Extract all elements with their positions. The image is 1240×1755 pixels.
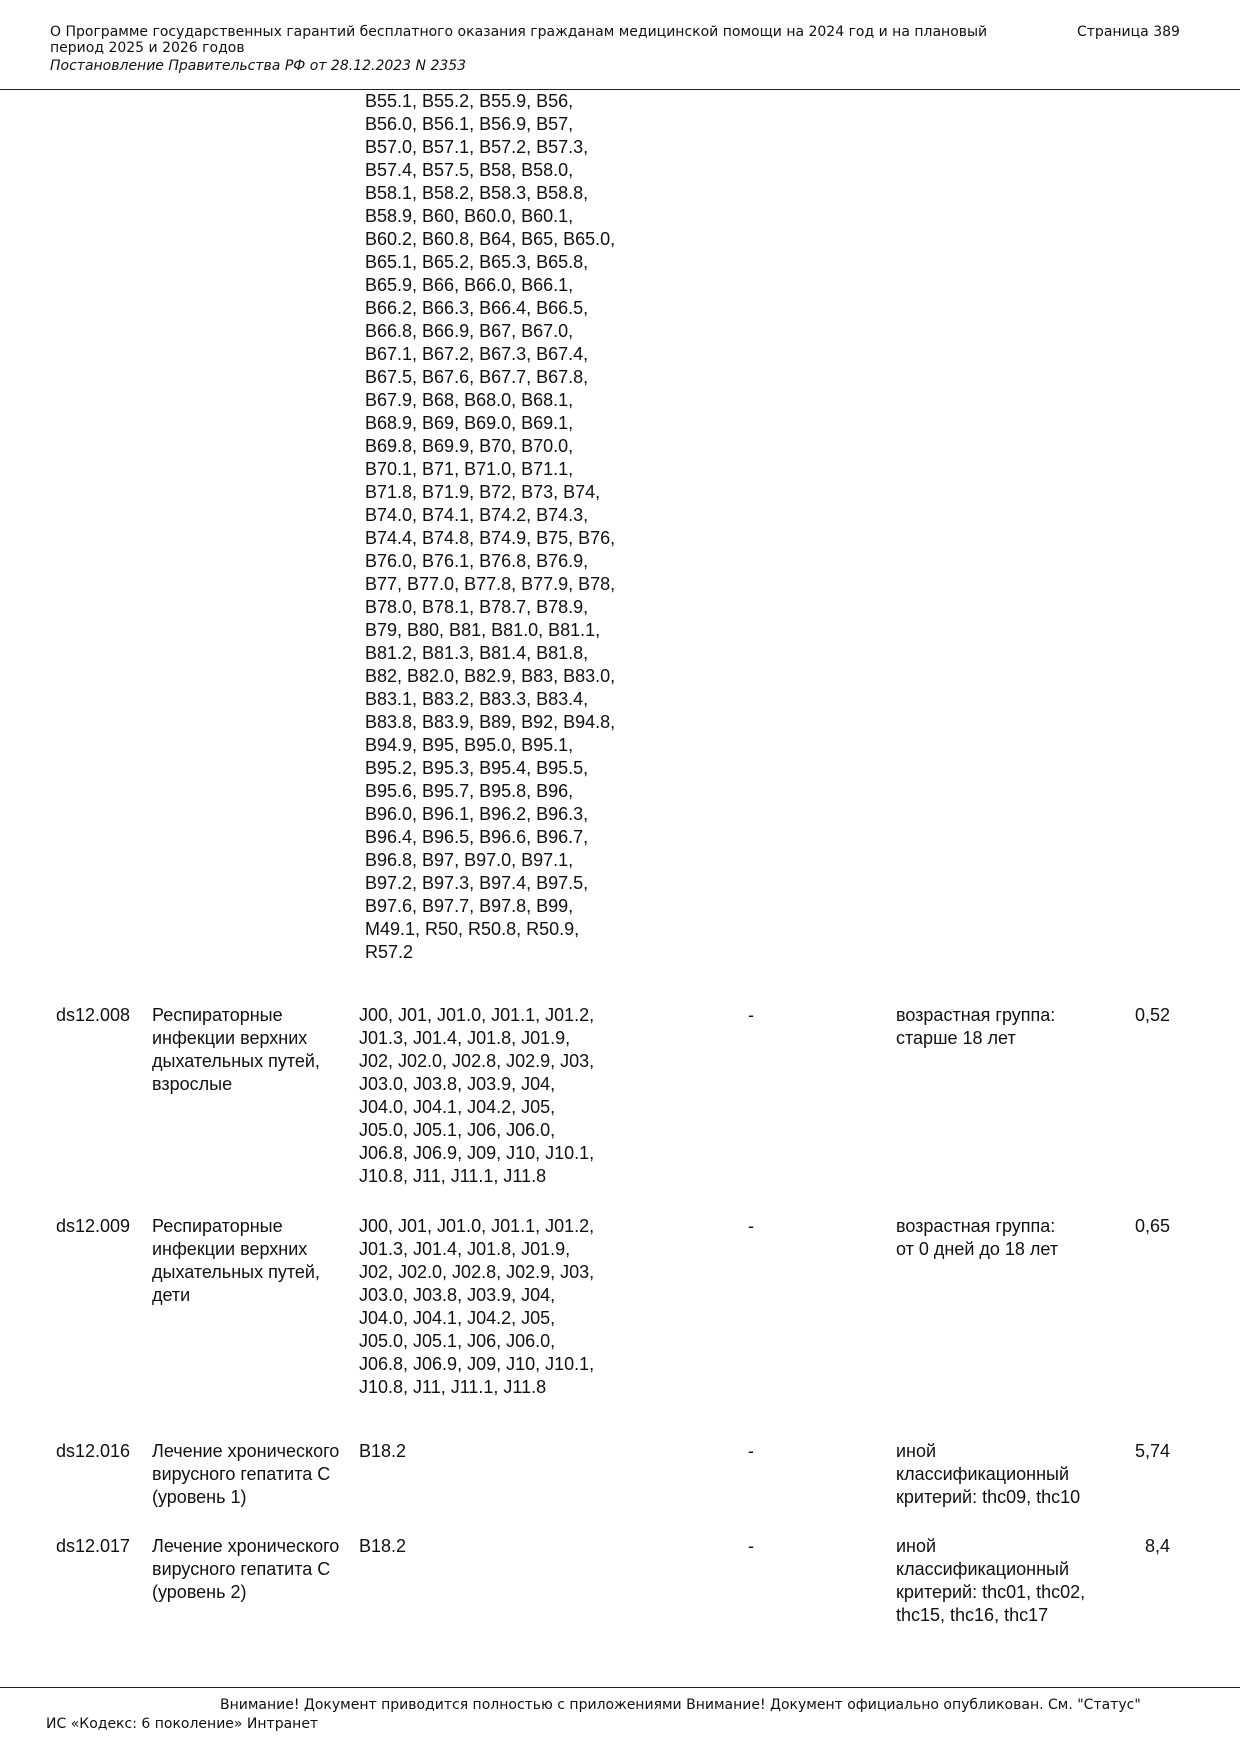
continued-icd-codes: B55.1, B55.2, B55.9, B56, B56.0, B56.1, B56.9, B57, B57.0, B57.1, B57.2, B57.3, B57.4, B57.5, B58, B58.0, B58.1, B58.2, B58.3, B58.8, B58.9, B60, B60.0, B60.1, B60.2, B60.8, B64, B65, B65.0, B65.1, B65.2, B65.3, B65.8, B65.9, B66, B66.0, B66.1, B66.2, B66.3, B66.4, B66.5, B66.8, B66.9, B67, B67.0, B67.1, B67.2, B67.3, B67.4, B67.5, B67.6, B67.7, B67.8, B67.9, B68, B68.0, B68.1, B68.9, B69, B69.0, B69.1, B69.8, B69.9, B70, B70.0, B70.1, B71, B71.0, B71.1, B71.8, B71.9, B72, B73, B74, B74.0, B74.1, B74.2, B74.3, B74.4, B74.8, B74.9, B75, B76, B76.0, B76.1, B76.8, B76.9, B77, B77.0, B77.8, B77.9, B78, B78.0, B78.1, B78.7, B78.9, B79, B80, B81, B81.0, B81.1, B81.2, B81.3, B81.4, B81.8, B82, B82.0, B82.9, B83, B83.0, B83.1, B83.2, B83.3, B83.4, B83.8, B83.9, B89, B92, B94.8, B94.9, B95, B95.0, B95.1, B95.2, B95.3, B95.4, B95.5, B95.6, B95.7, B95.8, B96, B96.0, B96.1, B96.2, B96.3, B96.4, B96.5, B96.6, B96.7, B96.8, B97, B97.0, B97.1, B97.2, B97.3, B97.4, B97.5, B97.6, B97.7, B97.8, B99, M49.1, R50, R50.8, R50.9, R57.2 [365, 91, 616, 962]
page-number: Страница 389 [1077, 24, 1180, 40]
row-service: - [748, 1216, 754, 1236]
row-service: - [748, 1005, 754, 1025]
document-subtitle: Постановление Правительства РФ от 28.12.2023 N 2353 [50, 58, 467, 74]
row-service: - [748, 1536, 754, 1556]
row-name: Респираторные инфекции верхних дыхательных путей, дети [152, 1216, 320, 1305]
row-criterion: возрастная группа: старше 18 лет [896, 1005, 1056, 1048]
row-icd-codes: B18.2 [359, 1441, 407, 1461]
row-icd-codes: J00, J01, J01.0, J01.1, J01.2, J01.3, J01.4, J01.8, J01.9, J02, J02.0, J02.8, J02.9, J03, J03.0, J03.8, J03.9, J04, J04.0, J04.1, J04.2, J05, J05.0, J05.1, J06, J06.0, J06.8, J06.9, J09, J10, J10.1, J10.8, J11, J11.1, J11.8 [359, 1216, 595, 1397]
row-coefficient: 0,65 [1134, 1216, 1170, 1236]
row-name: Лечение хронического вирусного гепатита C (уровень 1) [152, 1441, 340, 1507]
row-code: ds12.009 [56, 1216, 131, 1236]
row-coefficient: 8,4 [1144, 1536, 1170, 1556]
row-code: ds12.017 [56, 1536, 131, 1556]
row-coefficient: 0,52 [1134, 1005, 1170, 1025]
row-code: ds12.008 [56, 1005, 131, 1025]
footer-notice: Внимание! Документ приводится полностью с приложениями Внимание! Документ официально опубликован. См. "Статус" [220, 1697, 1141, 1713]
document-title: О Программе государственных гарантий бесплатного оказания гражданам медицинской помощи на 2024 год и на плановый период 2025 и 2026 годов [50, 24, 988, 56]
row-icd-codes: B18.2 [359, 1536, 407, 1556]
row-name: Лечение хронического вирусного гепатита C (уровень 2) [152, 1536, 340, 1602]
row-criterion: возрастная группа: от 0 дней до 18 лет [896, 1216, 1059, 1259]
row-icd-codes: J00, J01, J01.0, J01.1, J01.2, J01.3, J01.4, J01.8, J01.9, J02, J02.0, J02.8, J02.9, J03, J03.0, J03.8, J03.9, J04, J04.0, J04.1, J04.2, J05, J05.0, J05.1, J06, J06.0, J06.8, J06.9, J09, J10, J10.1, J10.8, J11, J11.1, J11.8 [359, 1005, 595, 1186]
row-name: Респираторные инфекции верхних дыхательных путей, взрослые [152, 1005, 320, 1094]
row-code: ds12.016 [56, 1441, 131, 1461]
row-coefficient: 5,74 [1134, 1441, 1170, 1461]
row-service: - [748, 1441, 754, 1461]
footer-divider [0, 1687, 1240, 1688]
footer-source: ИС «Кодекс: 6 поколение» Интранет [46, 1716, 319, 1732]
row-criterion: иной классификационный критерий: thc01, thc02, thc15, thc16, thc17 [896, 1536, 1086, 1625]
row-criterion: иной классификационный критерий: thc09, thc10 [896, 1441, 1081, 1507]
